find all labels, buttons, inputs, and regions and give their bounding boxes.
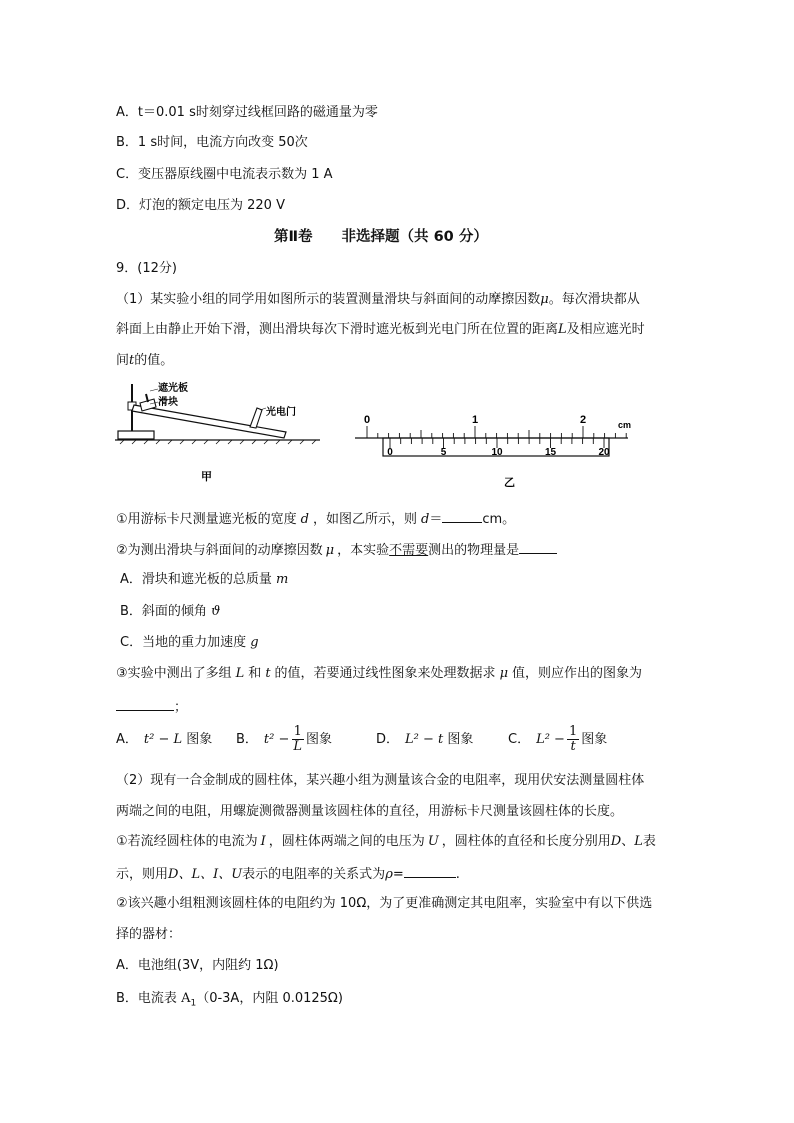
vernier-label: 10 (491, 447, 503, 458)
equipment-b: B．电流表 $A_1(0-3A$，内阻 0.0125Ω) (116, 991, 343, 1009)
item2-line: ②为测出滑块与斜面间的动摩擦因数 μ ，本实验不需要测出的物理量是 (116, 540, 557, 560)
q9-para1-line3: 间t的值。 (116, 353, 174, 368)
choice-c: C． L² − $\frac{1}{t}$ 图象 (508, 724, 608, 754)
item2-option-b: B．斜面的倾角 ϑ (120, 604, 221, 619)
choice-a: A． t² − L 图象 (116, 732, 213, 747)
answer-blank-d[interactable] (442, 509, 482, 523)
vernier-label: 5 (440, 447, 447, 458)
equipment-a: A．电池组(3V，内阻约 1Ω) (116, 958, 279, 973)
main-scale-label: 2 (579, 414, 587, 426)
section-title: 第Ⅱ卷 非选择题（共 60 分） (274, 229, 488, 245)
figure-incline-apparatus (110, 380, 330, 488)
part2-item1-line1: ①若流经圆柱体的电流为 I ，圆柱体两端之间的电压为 U ，圆柱体的直径和长度分别用D、L表 (116, 834, 656, 849)
answer-blank-rho[interactable] (404, 864, 456, 878)
vernier-label: 20 (598, 447, 610, 458)
q9-para1-line2: 斜面上由静止开始下滑，测出滑块每次下滑时遮光板到光电门所在位置的距离L及相应遮光时 (116, 322, 645, 337)
main-scale-label: 1 (471, 414, 479, 426)
part2-item2-line2: 择的器材： (116, 927, 182, 942)
part2-item2-line1: ②该兴趣小组粗测该圆柱体的电阻约为 10Ω，为了更准确测定其电阻率，实验室中有以下供选 (116, 896, 653, 911)
label-huakuai: 滑块 (158, 397, 178, 408)
q9-para1-line1: （1）某实验小组的同学用如图所示的装置测量滑块与斜面间的动摩擦因数μ。每次滑块都从 (116, 292, 640, 307)
main-scale-label: 0 (363, 414, 371, 426)
photogate (250, 408, 262, 428)
part2-line1: （2）现有一合金制成的圆柱体，某兴趣小组为测量该合金的电阻率，现用伏安法测量圆柱体 (116, 773, 645, 788)
option-a: A．t＝0.01 s时刻穿过线框回路的磁通量为零 (116, 105, 378, 120)
choice-d: D． L² − t 图象 (376, 732, 474, 747)
item2-option-c: C．当地的重力加速度 g (120, 635, 259, 650)
question-9-header: 9．(12分) (116, 261, 177, 276)
item3-line: ③实验中测出了多组 L 和 t 的值，若要通过线性图象来处理数据求 μ 值，则应作出的图象为 (116, 666, 643, 681)
answer-blank-quantity[interactable] (519, 540, 557, 554)
option-d: D．灯泡的额定电压为 220 V (116, 198, 285, 213)
item1-line: ①用游标卡尺测量遮光板的宽度 d ，如图乙所示，则 d＝ cm。 (116, 509, 515, 529)
stand-base (118, 431, 154, 439)
caption-jia: 甲 (201, 471, 212, 483)
vernier-label: 0 (387, 447, 393, 458)
caption-yi: 乙 (504, 477, 515, 489)
figure-vernier-caliper (350, 410, 635, 490)
item3-answer-line: ； (116, 697, 187, 717)
unit-label: cm (618, 420, 632, 430)
item2-option-a: A．滑块和遮光板的总质量 m (120, 572, 289, 587)
incline-board (132, 405, 286, 438)
option-b: B．1 s时间，电流方向改变 50次 (116, 135, 308, 150)
choice-b: B． t² − $\frac{1}{L}$ 图象 (236, 724, 333, 754)
label-guangdianmen: 光电门 (266, 407, 296, 418)
part2-item1-line2: 示，则用D、L、I、U表示的电阻率的关系式为ρ= . (116, 864, 460, 884)
option-c: C．变压器原线圈中电流表示数为 1 A (116, 167, 333, 182)
vernier-label: 15 (544, 447, 557, 458)
part2-line2: 两端之间的电阻，用螺旋测微器测量该圆柱体的直径，用游标卡尺测量该圆柱体的长度。 (116, 804, 624, 819)
answer-blank-graph[interactable] (116, 697, 174, 711)
label-zheguangban: 遮光板 (158, 383, 188, 394)
